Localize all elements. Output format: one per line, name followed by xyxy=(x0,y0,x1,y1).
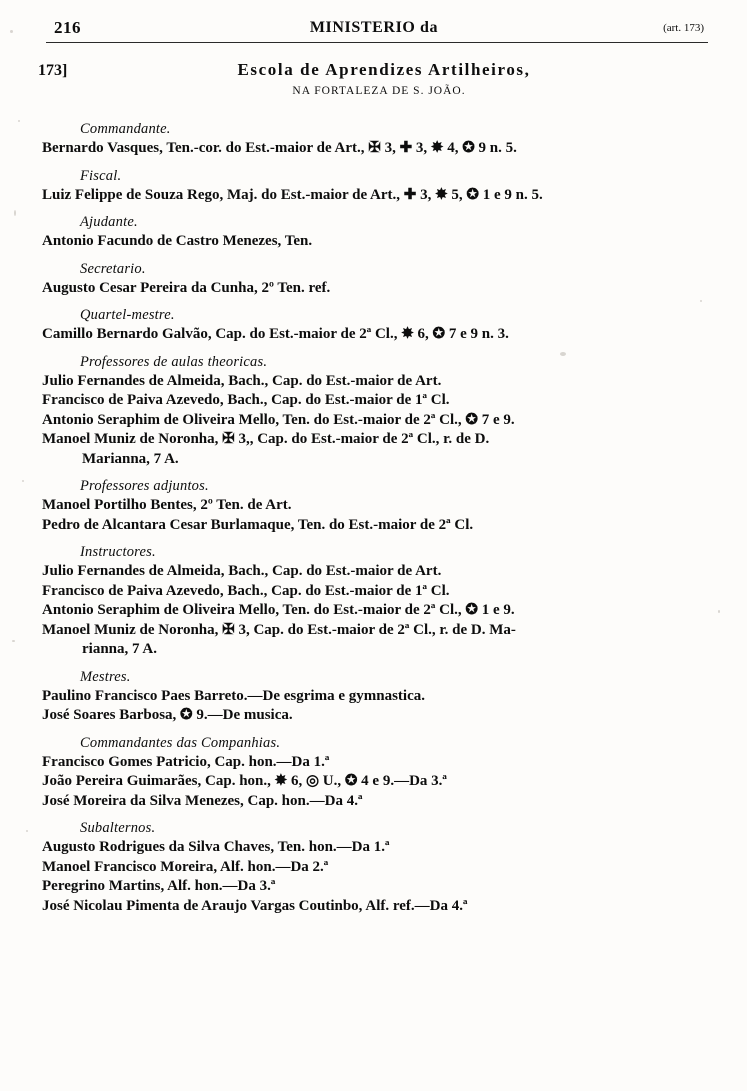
scan-speck xyxy=(12,640,15,642)
title-block xyxy=(38,60,710,112)
margin-article-number: 173] xyxy=(38,62,68,79)
entry-line: Manoel Francisco Moreira, Alf. hon.—Da 2.ª xyxy=(42,858,329,875)
entry-line: Pedro de Alcantara Cesar Burlamaque, Ten. do Est.-maior de 2ª Cl. xyxy=(42,516,474,533)
section xyxy=(38,307,710,345)
section xyxy=(38,478,710,535)
entry-line: José Nicolau Pimenta de Araujo Vargas Coutinbo, Alf. ref.—Da 4.ª xyxy=(42,897,468,914)
section xyxy=(38,735,710,812)
entry-line: Bernardo Vasques, Ten.-cor. do Est.-maior de Art., ✠ 3, ✚ 3, ✸ 4, ✪ 9 n. 5. xyxy=(42,140,517,156)
section-heading: Ajudante. xyxy=(80,214,138,230)
entry-line: Manoel Muniz de Noronha, ✠ 3, Cap. do Est.-maior de 2ª Cl., r. de D. Ma- xyxy=(42,621,516,638)
section-heading: Mestres. xyxy=(80,668,131,685)
scan-speck xyxy=(10,30,13,33)
entry-line: Francisco Gomes Patricio, Cap. hon.—Da 1.ª xyxy=(42,753,330,770)
scan-speck xyxy=(18,120,20,122)
entry-continuation: Marianna, 7 A. xyxy=(82,450,179,467)
entry-line: Antonio Seraphim de Oliveira Mello, Ten. do Est.-maior de 2ª Cl., ✪ 7 e 9. xyxy=(42,411,515,428)
section-heading: Commandantes das Companhias. xyxy=(80,734,281,751)
scan-speck xyxy=(26,830,28,832)
section-heading: Professores de aulas theoricas. xyxy=(80,353,268,370)
entry-line: Manoel Portilho Bentes, 2º Ten. de Art. xyxy=(42,497,292,513)
section xyxy=(38,544,710,660)
scan-speck xyxy=(14,210,16,216)
section xyxy=(38,820,710,916)
section-heading: Commandante. xyxy=(80,121,171,137)
page-number: 216 xyxy=(54,18,81,37)
header-rule xyxy=(46,42,708,43)
section xyxy=(38,168,710,206)
entry-line: Camillo Bernardo Galvão, Cap. do Est.-maior de 2ª Cl., ✸ 6, ✪ 7 e 9 n. 3. xyxy=(42,326,509,342)
section-heading: Instructores. xyxy=(80,544,156,560)
entry-line: Francisco de Paiva Azevedo, Bach., Cap. do Est.-maior de 1ª Cl. xyxy=(42,392,450,408)
section-heading: Fiscal. xyxy=(80,167,122,184)
entry-line: Antonio Facundo de Castro Menezes, Ten. xyxy=(42,233,313,249)
entry-line: Julio Fernandes de Almeida, Bach., Cap. do Est.-maior de Art. xyxy=(42,372,442,389)
section xyxy=(38,121,710,159)
running-head xyxy=(38,18,710,44)
section-heading: Secretario. xyxy=(80,260,146,277)
entry-line: Luiz Felippe de Souza Rego, Maj. do Est.-maior de Art., ✚ 3, ✸ 5, ✪ 1 e 9 n. 5. xyxy=(42,186,543,203)
section xyxy=(38,354,710,470)
section-heading: Subalternos. xyxy=(80,820,156,836)
page-content xyxy=(38,18,710,916)
entry-line: Augusto Cesar Pereira da Cunha, 2º Ten. ref. xyxy=(42,279,331,296)
entry-line: Paulino Francisco Paes Barreto.—De esgrima e gymnastica. xyxy=(42,687,425,704)
section xyxy=(38,214,710,252)
article-reference: (art. 173) xyxy=(663,22,704,34)
entry-line: João Pereira Guimarães, Cap. hon., ✸ 6, ◎ U., ✪ 4 e 9.—Da 3.ª xyxy=(42,773,447,789)
entry-line: Antonio Seraphim de Oliveira Mello, Ten. do Est.-maior de 2ª Cl., ✪ 1 e 9. xyxy=(42,602,515,618)
entry-line: Francisco de Paiva Azevedo, Bach., Cap. do Est.-maior de 1ª Cl. xyxy=(42,582,450,599)
section-heading: Quartel-mestre. xyxy=(80,307,175,323)
entry-line: Manoel Muniz de Noronha, ✠ 3,, Cap. do Est.-maior de 2ª Cl., r. de D. xyxy=(42,431,490,447)
entry-line: Peregrino Martins, Alf. hon.—Da 3.ª xyxy=(42,878,276,894)
entry-line: José Moreira da Silva Menezes, Cap. hon.—Da 4.ª xyxy=(42,792,363,809)
scan-speck xyxy=(22,480,24,482)
entry-continuation: rianna, 7 A. xyxy=(82,641,158,657)
entry-line: Augusto Rodrigues da Silva Chaves, Ten. hon.—Da 1.ª xyxy=(42,839,390,855)
page-title: Escola de Aprendizes Artilheiros, xyxy=(237,60,531,79)
entry-line: José Soares Barbosa, ✪ 9.—De musica. xyxy=(42,707,293,723)
scan-speck xyxy=(718,610,720,613)
section xyxy=(38,261,710,299)
section-heading: Professores adjuntos. xyxy=(80,478,209,494)
page-subtitle: NA FORTALEZA DE S. JOÃO. xyxy=(292,85,466,97)
section xyxy=(38,669,710,726)
running-head-title: MINISTERIO da xyxy=(309,19,439,36)
entry-line: Julio Fernandes de Almeida, Bach., Cap. do Est.-maior de Art. xyxy=(42,563,442,579)
